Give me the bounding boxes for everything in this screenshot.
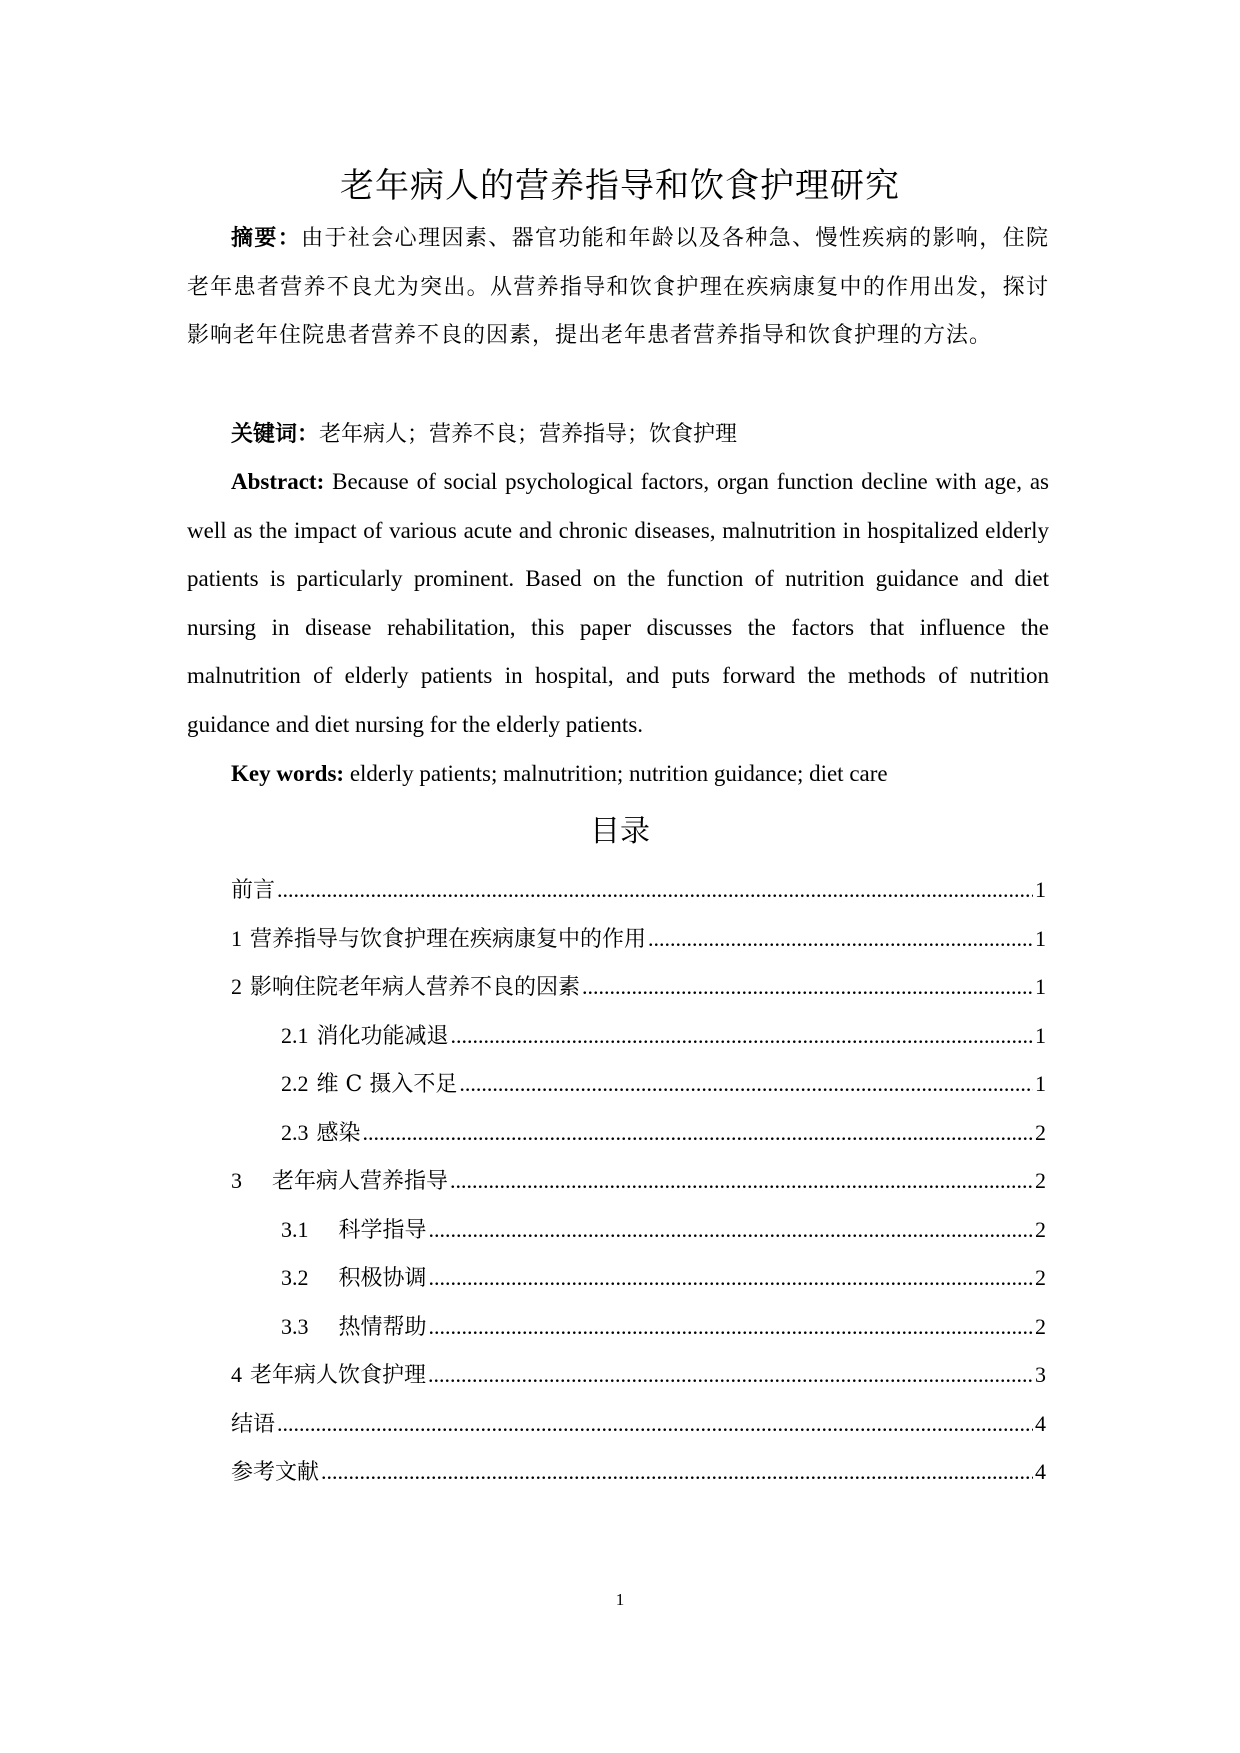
toc-entry-title: 参考文献 xyxy=(231,1460,320,1485)
abstract-en-label: Abstract: xyxy=(231,469,325,494)
abstract-en xyxy=(187,458,1049,749)
toc-entry-page: 2 xyxy=(1035,1119,1046,1145)
toc-entry-number: 2.1 xyxy=(281,1022,309,1048)
toc-entry-page: 2 xyxy=(1035,1216,1046,1242)
toc-entry-number: 3 xyxy=(231,1168,242,1193)
toc-leader-dots xyxy=(429,1254,1033,1303)
toc-leader-dots xyxy=(428,1351,1033,1400)
abstract-cn-text: 由于社会心理因素、器官功能和年龄以及各种急、慢性疾病的影响，住院老年患者营养不良尤为突出。从营养指导和饮食护理在疾病康复中的作用出发，探讨影响老年住院患者营养不良的因素，提出老年患者营养指导和饮食护理的方法。 xyxy=(187,226,1049,348)
page-number: 1 xyxy=(615,1590,625,1609)
toc-title: 目录 xyxy=(590,814,650,849)
keywords-cn xyxy=(187,410,1049,460)
toc-entry[interactable] xyxy=(231,1351,1046,1400)
toc-entry-title: 结语 xyxy=(231,1411,276,1437)
toc-entry[interactable] xyxy=(231,1012,1046,1061)
toc-entry[interactable] xyxy=(231,866,1046,915)
toc-leader-dots xyxy=(429,1303,1033,1352)
toc-entry-title: 热情帮助 xyxy=(338,1314,427,1340)
toc-entry-title: 感染 xyxy=(316,1120,361,1146)
keywords-cn-text: 老年病人；营养不良；营养指导；饮食护理 xyxy=(319,422,738,447)
toc-entry-number: 4 xyxy=(231,1362,242,1387)
table-of-contents xyxy=(231,866,1046,1497)
toc-entry-title: 老年病人饮食护理 xyxy=(250,1363,427,1388)
abstract-cn-label: 摘要： xyxy=(231,225,302,251)
toc-leader-dots xyxy=(321,1448,1033,1497)
toc-leader-dots xyxy=(277,1400,1033,1449)
keywords-en-text: elderly patients; malnutrition; nutrition guidance; diet care xyxy=(349,761,888,786)
toc-entry-title: 消化功能减退 xyxy=(316,1023,449,1049)
toc-entry[interactable] xyxy=(231,1060,1046,1109)
abstract-cn xyxy=(187,214,1049,361)
keywords-cn-label: 关键词： xyxy=(231,421,320,447)
toc-entry-page: 3 xyxy=(1035,1362,1046,1387)
toc-leader-dots xyxy=(451,1012,1033,1061)
toc-entry-title: 科学指导 xyxy=(338,1217,427,1243)
toc-entry[interactable] xyxy=(231,1206,1046,1255)
toc-entry-title: 影响住院老年病人营养不良的因素 xyxy=(250,975,581,1000)
toc-entry-page: 1 xyxy=(1035,1071,1046,1096)
toc-entry-title: 前言 xyxy=(231,878,276,903)
keywords-en-label: Key words: xyxy=(231,761,345,786)
toc-entry-number: 2.3 xyxy=(281,1119,309,1145)
toc-entry-number: 2 xyxy=(231,974,242,999)
toc-entry-page: 2 xyxy=(1035,1265,1046,1290)
toc-entry-number: 2.2 xyxy=(281,1071,309,1096)
toc-entry[interactable] xyxy=(231,1448,1046,1497)
toc-entry-title: 维 C 摄入不足 xyxy=(316,1072,458,1097)
toc-entry-number: 1 xyxy=(231,925,242,951)
toc-leader-dots xyxy=(459,1060,1033,1109)
toc-entry-page: 1 xyxy=(1035,925,1046,951)
toc-entry-page: 1 xyxy=(1035,974,1046,999)
toc-entry-number: 3.3 xyxy=(281,1313,309,1339)
toc-entry-page: 2 xyxy=(1035,1313,1046,1339)
toc-leader-dots xyxy=(582,963,1033,1012)
toc-entry-title: 老年病人营养指导 xyxy=(272,1169,449,1194)
toc-entry-page: 1 xyxy=(1035,1022,1046,1048)
toc-entry-page: 4 xyxy=(1035,1410,1046,1436)
abstract-en-text: Because of social psychological factors, organ function decline with age, as well as the impact of various acute and chronic diseases, malnutrition in hospitalized elderly patients is particularly prominent. Based on the function of nutrition guidance and diet nursing in disease rehabilitation, this paper discusses the factors that influence the malnutrition of elderly patients in hospital, and puts forward the methods of nutrition guidance and diet nursing for the elderly patients. xyxy=(187,469,1050,737)
toc-entry-number: 3.1 xyxy=(281,1216,309,1242)
toc-entry[interactable] xyxy=(231,1303,1046,1352)
toc-entry-title: 积极协调 xyxy=(338,1266,427,1291)
keywords-en xyxy=(187,750,1049,799)
toc-leader-dots xyxy=(648,915,1033,964)
toc-entry-number: 3.2 xyxy=(281,1265,309,1290)
toc-leader-dots xyxy=(450,1157,1033,1206)
toc-entry-page: 2 xyxy=(1035,1168,1046,1193)
toc-entry[interactable] xyxy=(231,963,1046,1012)
toc-leader-dots xyxy=(277,866,1033,915)
toc-entry-page: 1 xyxy=(1035,877,1046,902)
toc-entry[interactable] xyxy=(231,1157,1046,1206)
toc-entry[interactable] xyxy=(231,1109,1046,1158)
toc-entry-page: 4 xyxy=(1035,1459,1046,1484)
toc-entry-title: 营养指导与饮食护理在疾病康复中的作用 xyxy=(250,926,647,952)
paper-title: 老年病人的营养指导和饮食护理研究 xyxy=(340,166,900,206)
toc-entry[interactable] xyxy=(231,1400,1046,1449)
toc-entry[interactable] xyxy=(231,915,1046,964)
toc-entry[interactable] xyxy=(231,1254,1046,1303)
toc-leader-dots xyxy=(363,1109,1033,1158)
toc-leader-dots xyxy=(429,1206,1033,1255)
